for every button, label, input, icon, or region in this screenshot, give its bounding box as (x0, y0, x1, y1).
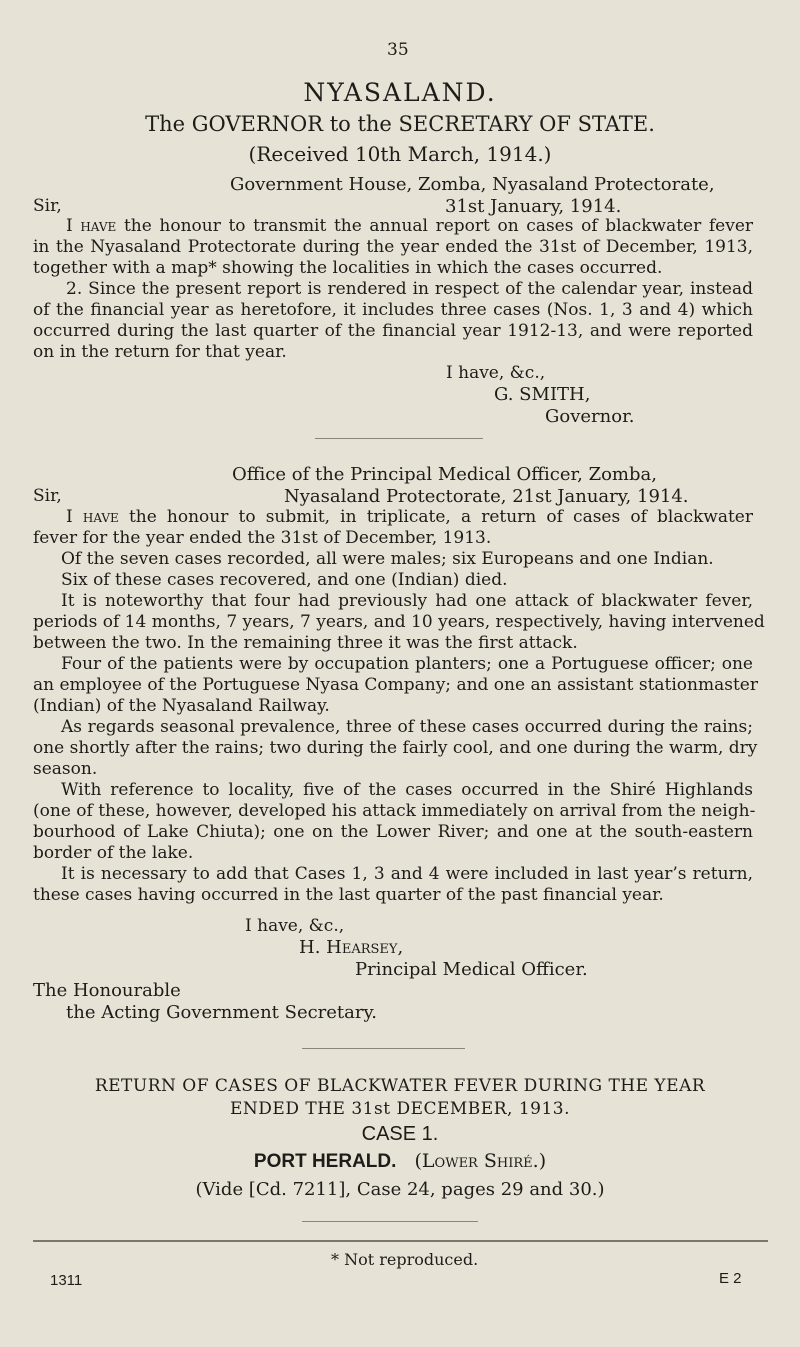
letter2-addressee: the Acting Government Secretary. (66, 1002, 378, 1023)
letter2-address: Office of the Principal Medical Officer, Zomba, (232, 464, 657, 485)
letter2-paragraph-line: (Indian) of the Nyasaland Railway. (33, 696, 330, 716)
letter2-paragraph-line: Four of the patients were by occupation planters; one a Portuguese officer; one (61, 654, 753, 674)
case-title: CASE 1. (361, 1123, 439, 1145)
letter2-signer-title: Principal Medical Officer. (355, 959, 588, 980)
letter2-paragraph1-rest: the honour to submit, in triplicate, a return of cases of blackwater (118, 507, 753, 527)
letter2-paragraph-line: fever for the year ended the 31st of December, 1913. (33, 528, 492, 548)
letter2-paragraph-line: It is noteworthy that four had previously had one attack of blackwater fever, (61, 591, 753, 611)
letter2-paragraph-line: season. (33, 759, 98, 779)
page-title: NYASALAND. (303, 78, 497, 107)
footnote: * Not reproduced. (331, 1250, 479, 1269)
letter2-paragraph-line: With reference to locality, five of the cases occurred in the Shiré Highlands (61, 780, 753, 800)
letter1-address: Government House, Zomba, Nyasaland Protectorate, (230, 174, 715, 195)
letter1-salutation: Sir, (33, 196, 62, 216)
letter1-paragraph2-line: of the financial year as heretofore, it includes three cases (Nos. 1, 3 and 4) which (33, 300, 753, 320)
case-reference: (Vide [Cd. 7211], Case 24, pages 29 and 30.) (195, 1179, 605, 1200)
letter2-paragraph-line: As regards seasonal prevalence, three of these cases occurred during the rains; (61, 717, 753, 737)
letter1-paragraph1-line: together with a map* showing the localities in which the cases occurred. (33, 258, 663, 278)
letter2-paragraph-line: (one of these, however, developed his attack immediately on arrival from the neigh- (33, 801, 756, 821)
letter1-paragraph1-line (66, 216, 753, 237)
letter2-paragraph-line: an employee of the Portuguese Nyasa Company; and one an assistant stationmaster (33, 675, 758, 695)
received-date: (Received 10th March, 1914.) (248, 142, 552, 166)
letter1-paragraph1-line: in the Nyasaland Protectorate during the year ended the 31st of December, 1913, (33, 237, 753, 257)
letter2-closing: I have, &c., (245, 916, 345, 936)
letter2-signature: H. Hearsey, (299, 937, 404, 958)
letter1-paragraph1-lead: I have (66, 216, 117, 236)
letter1-paragraph2-line: occurred during the last quarter of the financial year 1912-13, and were reported (33, 321, 753, 341)
case-location (0, 1150, 800, 1173)
section-divider (315, 438, 483, 439)
case-location-main: PORT HERALD. (253, 1151, 397, 1172)
letter1-signature: G. SMITH, (494, 384, 591, 405)
letter2-paragraph1-lead: I have (66, 507, 119, 527)
letter1-closing: I have, &c., (446, 363, 546, 383)
return-heading: ENDED THE 31st DECEMBER, 1913. (230, 1099, 570, 1119)
letter2-paragraph-line: bourhood of Lake Chiuta); one on the Lower River; and one at the south-eastern (33, 822, 753, 842)
section-divider (302, 1221, 478, 1222)
return-heading: RETURN OF CASES OF BLACKWATER FEVER DURING THE YEAR (94, 1076, 706, 1096)
letter2-paragraph-line: border of the lake. (33, 843, 194, 863)
letter2-paragraph-line: periods of 14 months, 7 years, 7 years, and 10 years, respectively, having intervened (33, 612, 765, 632)
letter1-paragraph1-rest: the honour to transmit the annual report on cases of blackwater fever (116, 216, 754, 236)
letter2-address-date: Nyasaland Protectorate, 21st January, 1914. (284, 486, 689, 507)
case-location-note: (Lower Shiré.) (414, 1150, 547, 1172)
letter1-paragraph2-line: 2. Since the present report is rendered in respect of the calendar year, instead (66, 279, 753, 299)
letter-subtitle: The GOVERNOR to the SECRETARY OF STATE. (145, 112, 655, 136)
letter2-paragraph-line: these cases having occurred in the last quarter of the past financial year. (33, 885, 664, 905)
letter2-paragraph-line (66, 507, 753, 528)
letter1-paragraph2-line: on in the return for that year. (33, 342, 287, 362)
letter2-paragraph-line: Of the seven cases recorded, all were males; six Europeans and one Indian. (61, 549, 714, 569)
section-divider (302, 1048, 465, 1049)
print-code: 1311 (50, 1272, 83, 1289)
letter2-addressee: The Honourable (33, 980, 181, 1001)
letter2-salutation: Sir, (33, 486, 62, 506)
letter2-paragraph-line: Six of these cases recovered, and one (Indian) died. (61, 570, 508, 590)
letter1-signer-title: Governor. (545, 406, 635, 427)
page-number: 35 (387, 40, 409, 60)
letter2-paragraph-line: between the two. In the remaining three it was the first attack. (33, 633, 578, 653)
letter1-date: 31st January, 1914. (445, 196, 622, 217)
letter2-paragraph-line: It is necessary to add that Cases 1, 3 and 4 were included in last year’s return, (61, 864, 753, 884)
letter2-paragraph-line: one shortly after the rains; two during the fairly cool, and one during the warm, dry (33, 738, 758, 758)
footnote-rule (33, 1240, 768, 1242)
signature-mark: E 2 (719, 1270, 742, 1287)
